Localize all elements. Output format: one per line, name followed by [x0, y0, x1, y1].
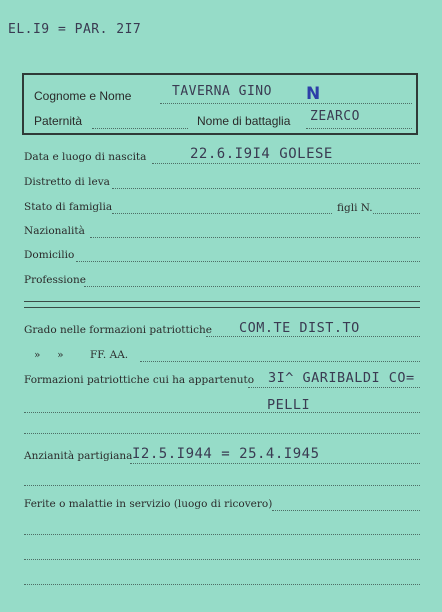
seniority-line [130, 463, 420, 464]
domicile-label: Domicilio [24, 249, 75, 261]
nationality-line [90, 237, 420, 238]
battle-name-value: ZEARCO [310, 109, 360, 124]
birth-line [152, 163, 420, 164]
wounds-line-3 [24, 559, 420, 560]
divider-top [24, 301, 420, 302]
formations-label: Formazioni patriottiche cui ha appartenuto [24, 374, 255, 386]
reference-code: EL.I9 = PAR. 2I7 [8, 22, 142, 37]
battle-name-line [306, 128, 412, 129]
formations-value-line2: PELLI [267, 397, 311, 413]
ff-label: FF. AA. [90, 349, 129, 361]
surname-line [160, 103, 412, 104]
domicile-line [76, 261, 420, 262]
divider-bottom [24, 307, 420, 308]
paternity-label: Paternità [34, 114, 83, 128]
district-line [112, 188, 420, 189]
battle-name-label: Nome di battaglia [197, 114, 291, 128]
family-label: Stato di famiglia [24, 201, 113, 213]
children-line [373, 213, 420, 214]
seniority-value: I2.5.I944 = 25.4.I945 [132, 446, 320, 462]
surname-label: Cognome e Nome [34, 89, 132, 103]
seniority-label: Anzianità partigiana [24, 450, 133, 462]
family-line [112, 213, 332, 214]
wounds-line-4 [24, 584, 420, 585]
birth-value: 22.6.I9I4 GOLESE [190, 146, 333, 162]
birth-label: Data e luogo di nascita [24, 151, 147, 163]
district-label: Distretto di leva [24, 176, 110, 188]
surname-value: TAVERNA GINO [172, 84, 272, 99]
grade-value: COM.TE DIST.TO [239, 320, 360, 336]
formations-line-2 [24, 412, 420, 413]
formations-value-line1: 3I^ GARIBALDI CO= [268, 370, 415, 386]
wounds-label: Ferite o malattie in servizio (luogo di ricovero) [24, 498, 273, 510]
formations-line-1 [248, 387, 420, 388]
grade-line [206, 336, 420, 337]
profession-label: Professione [24, 274, 86, 286]
paternity-line [92, 128, 188, 129]
seniority-line-2 [24, 485, 420, 486]
profession-line [84, 286, 420, 287]
grade-label: Grado nelle formazioni patriottiche [24, 324, 212, 336]
formations-line-3 [24, 433, 420, 434]
ff-line [140, 361, 420, 362]
hand-mark: N [306, 84, 321, 104]
ff-prefix: » » [34, 349, 64, 361]
wounds-line-2 [24, 534, 420, 535]
children-label: figli N. [337, 202, 373, 214]
wounds-line-1 [272, 510, 420, 511]
nationality-label: Nazionalità [24, 225, 85, 237]
